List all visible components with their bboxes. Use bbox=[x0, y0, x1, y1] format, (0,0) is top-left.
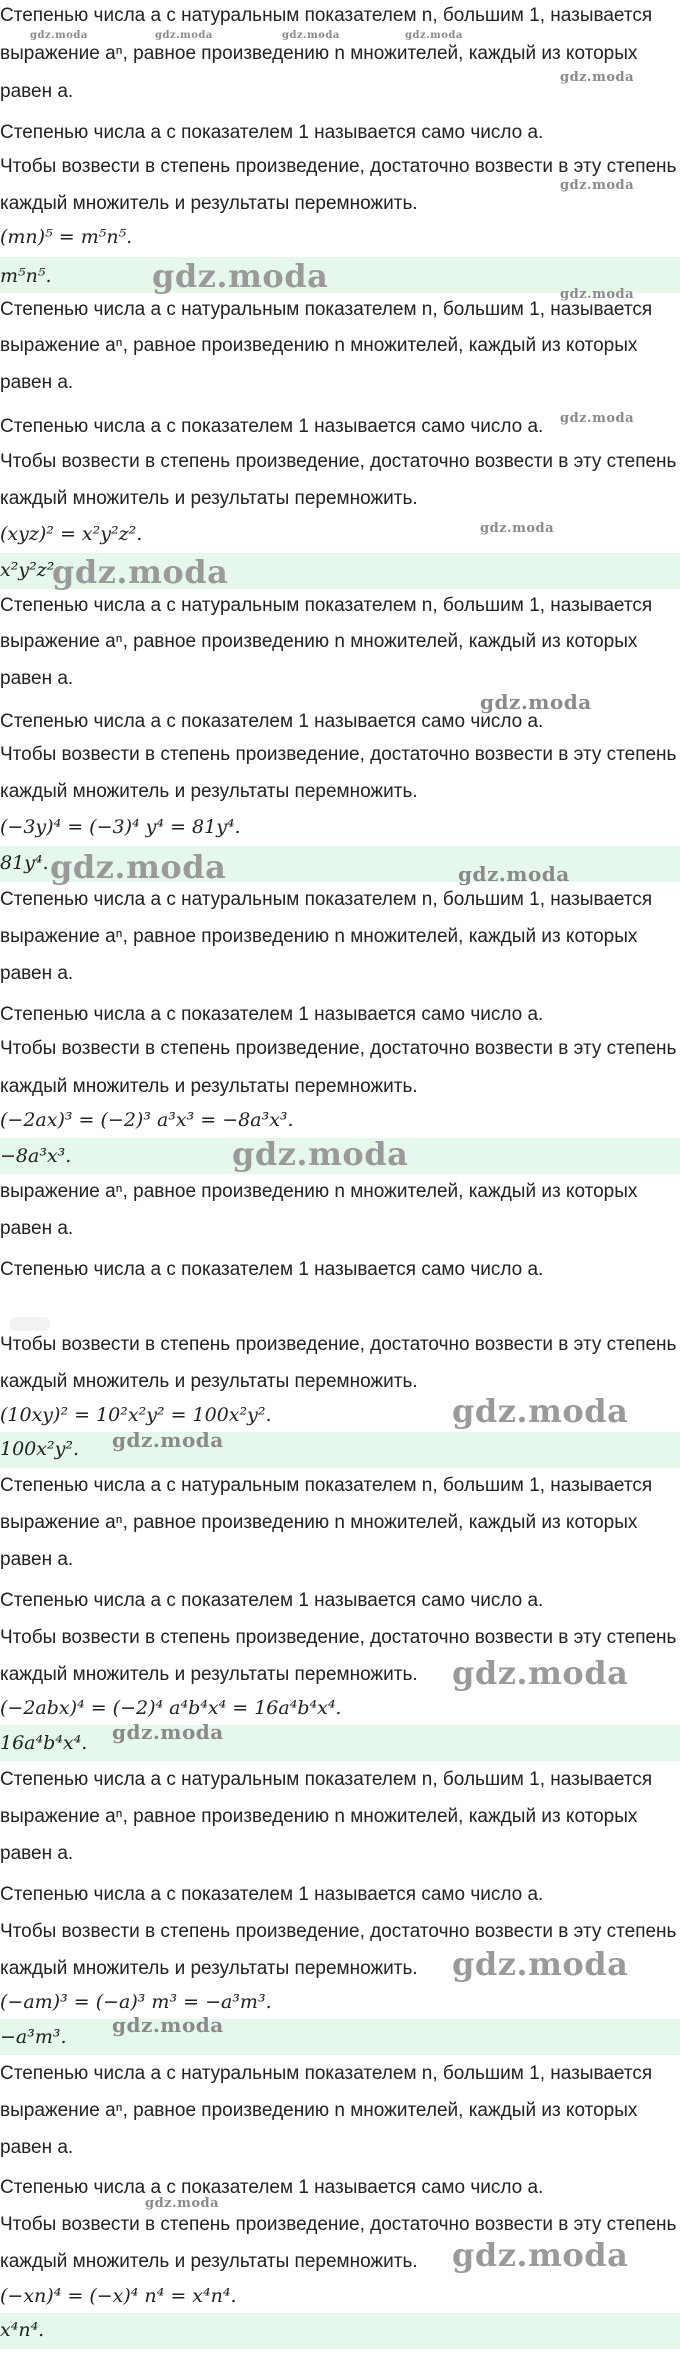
definition-line-3: равен a. bbox=[0, 1549, 74, 1570]
definition-line-1: Степенью числа a с натуральным показателем n, большим 1, называется bbox=[0, 1475, 653, 1496]
watermark: gdz.moda bbox=[480, 521, 555, 536]
definition-line-4: Степенью числа a с показателем 1 называется само число a. bbox=[0, 1884, 544, 1905]
definition-line-4: Степенью числа a с показателем 1 называется само число a. bbox=[0, 2177, 544, 2198]
rule-line-1: Чтобы возвести в степень произведение, достаточно возвести в эту степень bbox=[0, 1038, 677, 1059]
example-formula: (−2ax)³ = (−2)³ a³x³ = −8a³x³. bbox=[0, 1109, 294, 1131]
definition-line-4: Степенью числа a с показателем 1 называется само число a. bbox=[0, 416, 544, 437]
rule-line-2: каждый множитель и результаты перемножить. bbox=[0, 2251, 418, 2272]
definition-line-4: Степенью числа a с показателем 1 называется само число a. bbox=[0, 1590, 544, 1611]
example-formula: (−xn)⁴ = (−x)⁴ n⁴ = x⁴n⁴. bbox=[0, 2285, 237, 2307]
watermark: gdz.moda bbox=[30, 30, 88, 41]
definition-line-2: выражение aⁿ, равное произведению n множителей, каждый из которых bbox=[0, 631, 638, 652]
rule-line-1: Чтобы возвести в степень произведение, достаточно возвести в эту степень bbox=[0, 451, 677, 472]
rule-line-1: Чтобы возвести в степень произведение, достаточно возвести в эту степень bbox=[0, 1334, 677, 1355]
example-answer: 100x²y². bbox=[0, 1438, 79, 1460]
definition-line-3: равен a. bbox=[0, 1218, 74, 1239]
watermark: gdz.moda bbox=[155, 30, 213, 41]
watermark: gdz.moda bbox=[232, 1135, 409, 1173]
watermark: gdz.moda bbox=[152, 257, 329, 295]
definition-line-1: Степенью числа a с натуральным показателем n, большим 1, называется bbox=[0, 5, 653, 26]
watermark: gdz.moda bbox=[452, 1392, 629, 1430]
watermark: gdz.moda bbox=[560, 411, 635, 426]
rule-line-1: Чтобы возвести в степень произведение, достаточно возвести в эту степень bbox=[0, 1627, 677, 1648]
example-formula: (−3y)⁴ = (−3)⁴ y⁴ = 81y⁴. bbox=[0, 816, 241, 838]
watermark: gdz.moda bbox=[112, 2013, 224, 2037]
watermark: gdz.moda bbox=[560, 70, 635, 85]
rule-line-2: каждый множитель и результаты перемножить. bbox=[0, 488, 418, 509]
definition-line-4: Степенью числа a с показателем 1 называется само число a. bbox=[0, 122, 544, 143]
watermark: gdz.moda bbox=[145, 2196, 220, 2211]
watermark: gdz.moda bbox=[560, 287, 635, 302]
definition-line-4: Степенью числа a с показателем 1 называется само число a. bbox=[0, 1004, 544, 1025]
definition-line-3: равен a. bbox=[0, 1843, 74, 1864]
rule-line-1: Чтобы возвести в степень произведение, достаточно возвести в эту степень bbox=[0, 2214, 677, 2235]
definition-line-3: равен a. bbox=[0, 81, 74, 102]
watermark: gdz.moda bbox=[282, 30, 340, 41]
example-formula: (−2abx)⁴ = (−2)⁴ a⁴b⁴x⁴ = 16a⁴b⁴x⁴. bbox=[0, 1697, 342, 1719]
watermark: gdz.moda bbox=[112, 1428, 224, 1452]
example-answer: 81y⁴. bbox=[0, 852, 49, 874]
definition-line-1: Степенью числа a с натуральным показателем n, большим 1, называется bbox=[0, 2063, 653, 2084]
rule-line-1: Чтобы возвести в степень произведение, достаточно возвести в эту степень bbox=[0, 1921, 677, 1942]
definition-line-2: выражение aⁿ, равное произведению n множителей, каждый из которых bbox=[0, 43, 638, 64]
rule-line-2: каждый множитель и результаты перемножить. bbox=[0, 1664, 418, 1685]
definition-line-3: равен a. bbox=[0, 668, 74, 689]
answer-band bbox=[0, 2313, 680, 2349]
definition-line-2: выражение aⁿ, равное произведению n множителей, каждый из которых bbox=[0, 1512, 638, 1533]
definition-line-2: выражение aⁿ, равное произведению n множителей, каждый из которых bbox=[0, 1181, 638, 1202]
watermark: gdz.moda bbox=[452, 1945, 629, 1983]
rule-line-1: Чтобы возвести в степень произведение, достаточно возвести в эту степень bbox=[0, 744, 677, 765]
example-formula: (mn)⁵ = m⁵n⁵. bbox=[0, 226, 133, 248]
watermark: gdz.moda bbox=[452, 1654, 629, 1692]
rule-line-2: каждый множитель и результаты перемножить. bbox=[0, 781, 418, 802]
definition-line-2: выражение aⁿ, равное произведению n множителей, каждый из которых bbox=[0, 335, 638, 356]
definition-line-2: выражение aⁿ, равное произведению n множителей, каждый из которых bbox=[0, 926, 638, 947]
watermark: gdz.moda bbox=[458, 862, 570, 886]
definition-line-4: Степенью числа a с показателем 1 называется само число a. bbox=[0, 711, 544, 732]
faint-mark bbox=[10, 1317, 50, 1331]
definition-line-3: равен a. bbox=[0, 372, 74, 393]
example-formula: (xyz)² = x²y²z². bbox=[0, 523, 143, 545]
definition-line-1: Степенью числа a с натуральным показателем n, большим 1, называется bbox=[0, 595, 653, 616]
example-answer: −8a³x³. bbox=[0, 1145, 72, 1167]
example-answer: x⁴n⁴. bbox=[0, 2319, 45, 2341]
rule-line-2: каждый множитель и результаты перемножить. bbox=[0, 1076, 418, 1097]
example-answer: −a³m³. bbox=[0, 2026, 67, 2048]
definition-line-2: выражение aⁿ, равное произведению n множителей, каждый из которых bbox=[0, 1806, 638, 1827]
watermark: gdz.moda bbox=[50, 848, 227, 886]
definition-line-4: Степенью числа a с показателем 1 называется само число a. bbox=[0, 1259, 544, 1280]
rule-line-2: каждый множитель и результаты перемножить. bbox=[0, 1958, 418, 1979]
rule-line-2: каждый множитель и результаты перемножить. bbox=[0, 193, 418, 214]
example-formula: (−am)³ = (−a)³ m³ = −a³m³. bbox=[0, 1991, 272, 2013]
watermark: gdz.moda bbox=[480, 690, 592, 714]
example-answer: 16a⁴b⁴x⁴. bbox=[0, 1732, 88, 1754]
example-answer: m⁵n⁵. bbox=[0, 265, 52, 287]
watermark: gdz.moda bbox=[52, 553, 229, 591]
watermark: gdz.moda bbox=[405, 30, 463, 41]
definition-line-2: выражение aⁿ, равное произведению n множителей, каждый из которых bbox=[0, 2100, 638, 2121]
definition-line-1: Степенью числа a с натуральным показателем n, большим 1, называется bbox=[0, 889, 653, 910]
answer-band bbox=[0, 1432, 680, 1468]
definition-line-3: равен a. bbox=[0, 2137, 74, 2158]
watermark: gdz.moda bbox=[112, 1720, 224, 1744]
definition-line-1: Степенью числа a с натуральным показателем n, большим 1, называется bbox=[0, 1769, 653, 1790]
rule-line-1: Чтобы возвести в степень произведение, достаточно возвести в эту степень bbox=[0, 156, 677, 177]
answer-band bbox=[0, 2019, 680, 2055]
watermark: gdz.moda bbox=[452, 2236, 629, 2274]
watermark: gdz.moda bbox=[560, 178, 635, 193]
definition-line-3: равен a. bbox=[0, 963, 74, 984]
rule-line-2: каждый множитель и результаты перемножить. bbox=[0, 1371, 418, 1392]
example-answer: x²y²z². bbox=[0, 559, 61, 581]
example-formula: (10xy)² = 10²x²y² = 100x²y². bbox=[0, 1404, 272, 1426]
answer-band bbox=[0, 1725, 680, 1761]
definition-line-1: Степенью числа a с натуральным показателем n, большим 1, называется bbox=[0, 299, 653, 320]
